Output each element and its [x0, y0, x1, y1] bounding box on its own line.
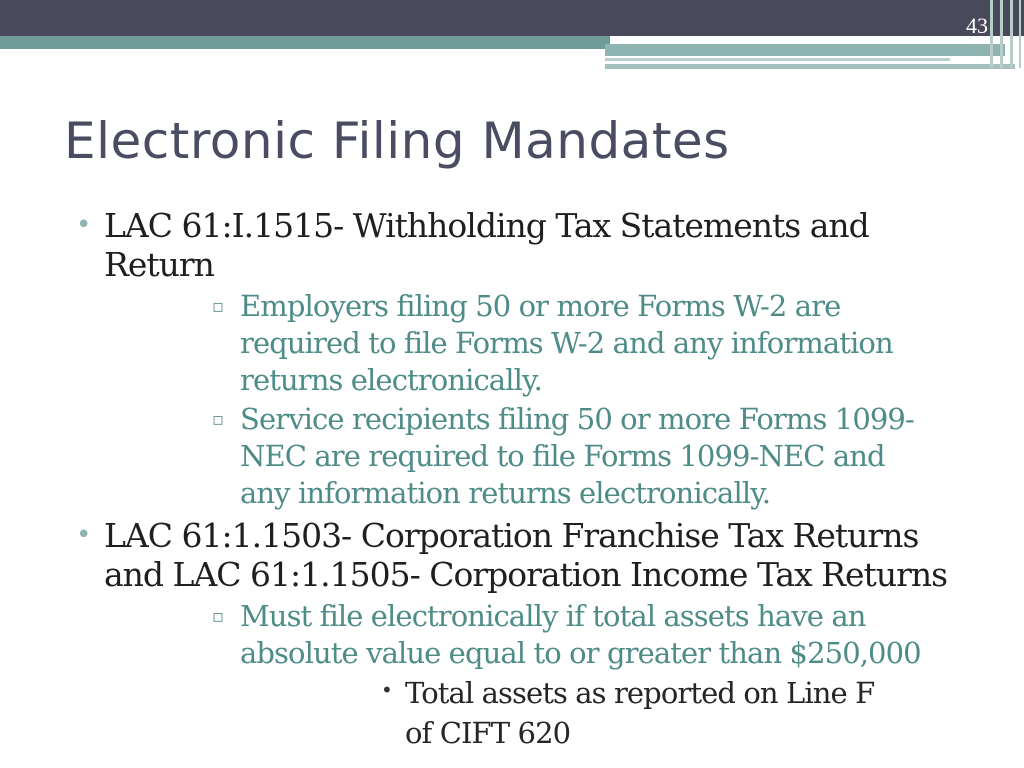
header-accent-line: [605, 64, 1015, 69]
slide-title: Electronic Filing Mandates: [64, 112, 730, 170]
slide-body: [0, 206, 1024, 753]
bullet-text: LAC 61:I.1515- Withholding Tax Statements and Return: [104, 206, 869, 284]
bullet-list: [0, 206, 1024, 753]
slide-number: 43: [966, 13, 988, 38]
sub-bullet-item: [104, 598, 974, 753]
sub-sub-bullet-list: [240, 673, 934, 753]
sub-bullet-item: [104, 401, 974, 512]
bullet-item: [0, 516, 1024, 753]
header-accent-line: [605, 58, 950, 61]
square-bullet-icon: ▫: [212, 409, 224, 430]
header-vertical-rule: [990, 0, 993, 68]
small-dot-icon: •: [381, 678, 392, 702]
header-accent-stripe-right: [605, 44, 1005, 56]
header-vertical-rule: [1010, 0, 1013, 68]
square-bullet-icon: ▫: [212, 606, 224, 627]
sub-bullet-item: [104, 288, 974, 399]
sub-bullet-list: [104, 598, 974, 753]
sub-sub-bullet-text: Total assets as reported on Line F of CIFT 620: [405, 676, 875, 750]
sub-bullet-text: Service recipients filing 50 or more Forms 1099-NEC are required to file Forms 1099-NEC and any information returns electronically.: [240, 402, 914, 510]
sub-bullet-list: [104, 288, 974, 512]
bullet-item: [0, 206, 1024, 512]
square-bullet-icon: ▫: [212, 296, 224, 317]
header-vertical-rule: [1019, 0, 1021, 68]
sub-bullet-text: Must file electronically if total assets have an absolute value equal to or greater than $250,000: [240, 599, 921, 670]
header-vertical-rule: [1000, 0, 1003, 68]
sub-sub-bullet-item: [240, 673, 934, 753]
bullet-text: LAC 61:1.1503- Corporation Franchise Tax Returns and LAC 61:1.1505- Corporation Income Tax Returns: [104, 516, 948, 594]
bullet-dot-icon: •: [76, 210, 91, 240]
header-accent-stripe: [0, 36, 610, 49]
sub-bullet-text: Employers filing 50 or more Forms W-2 are required to file Forms W-2 and any information returns electronically.: [240, 289, 893, 397]
bullet-dot-icon: •: [76, 520, 91, 550]
header-band: [0, 0, 1024, 36]
